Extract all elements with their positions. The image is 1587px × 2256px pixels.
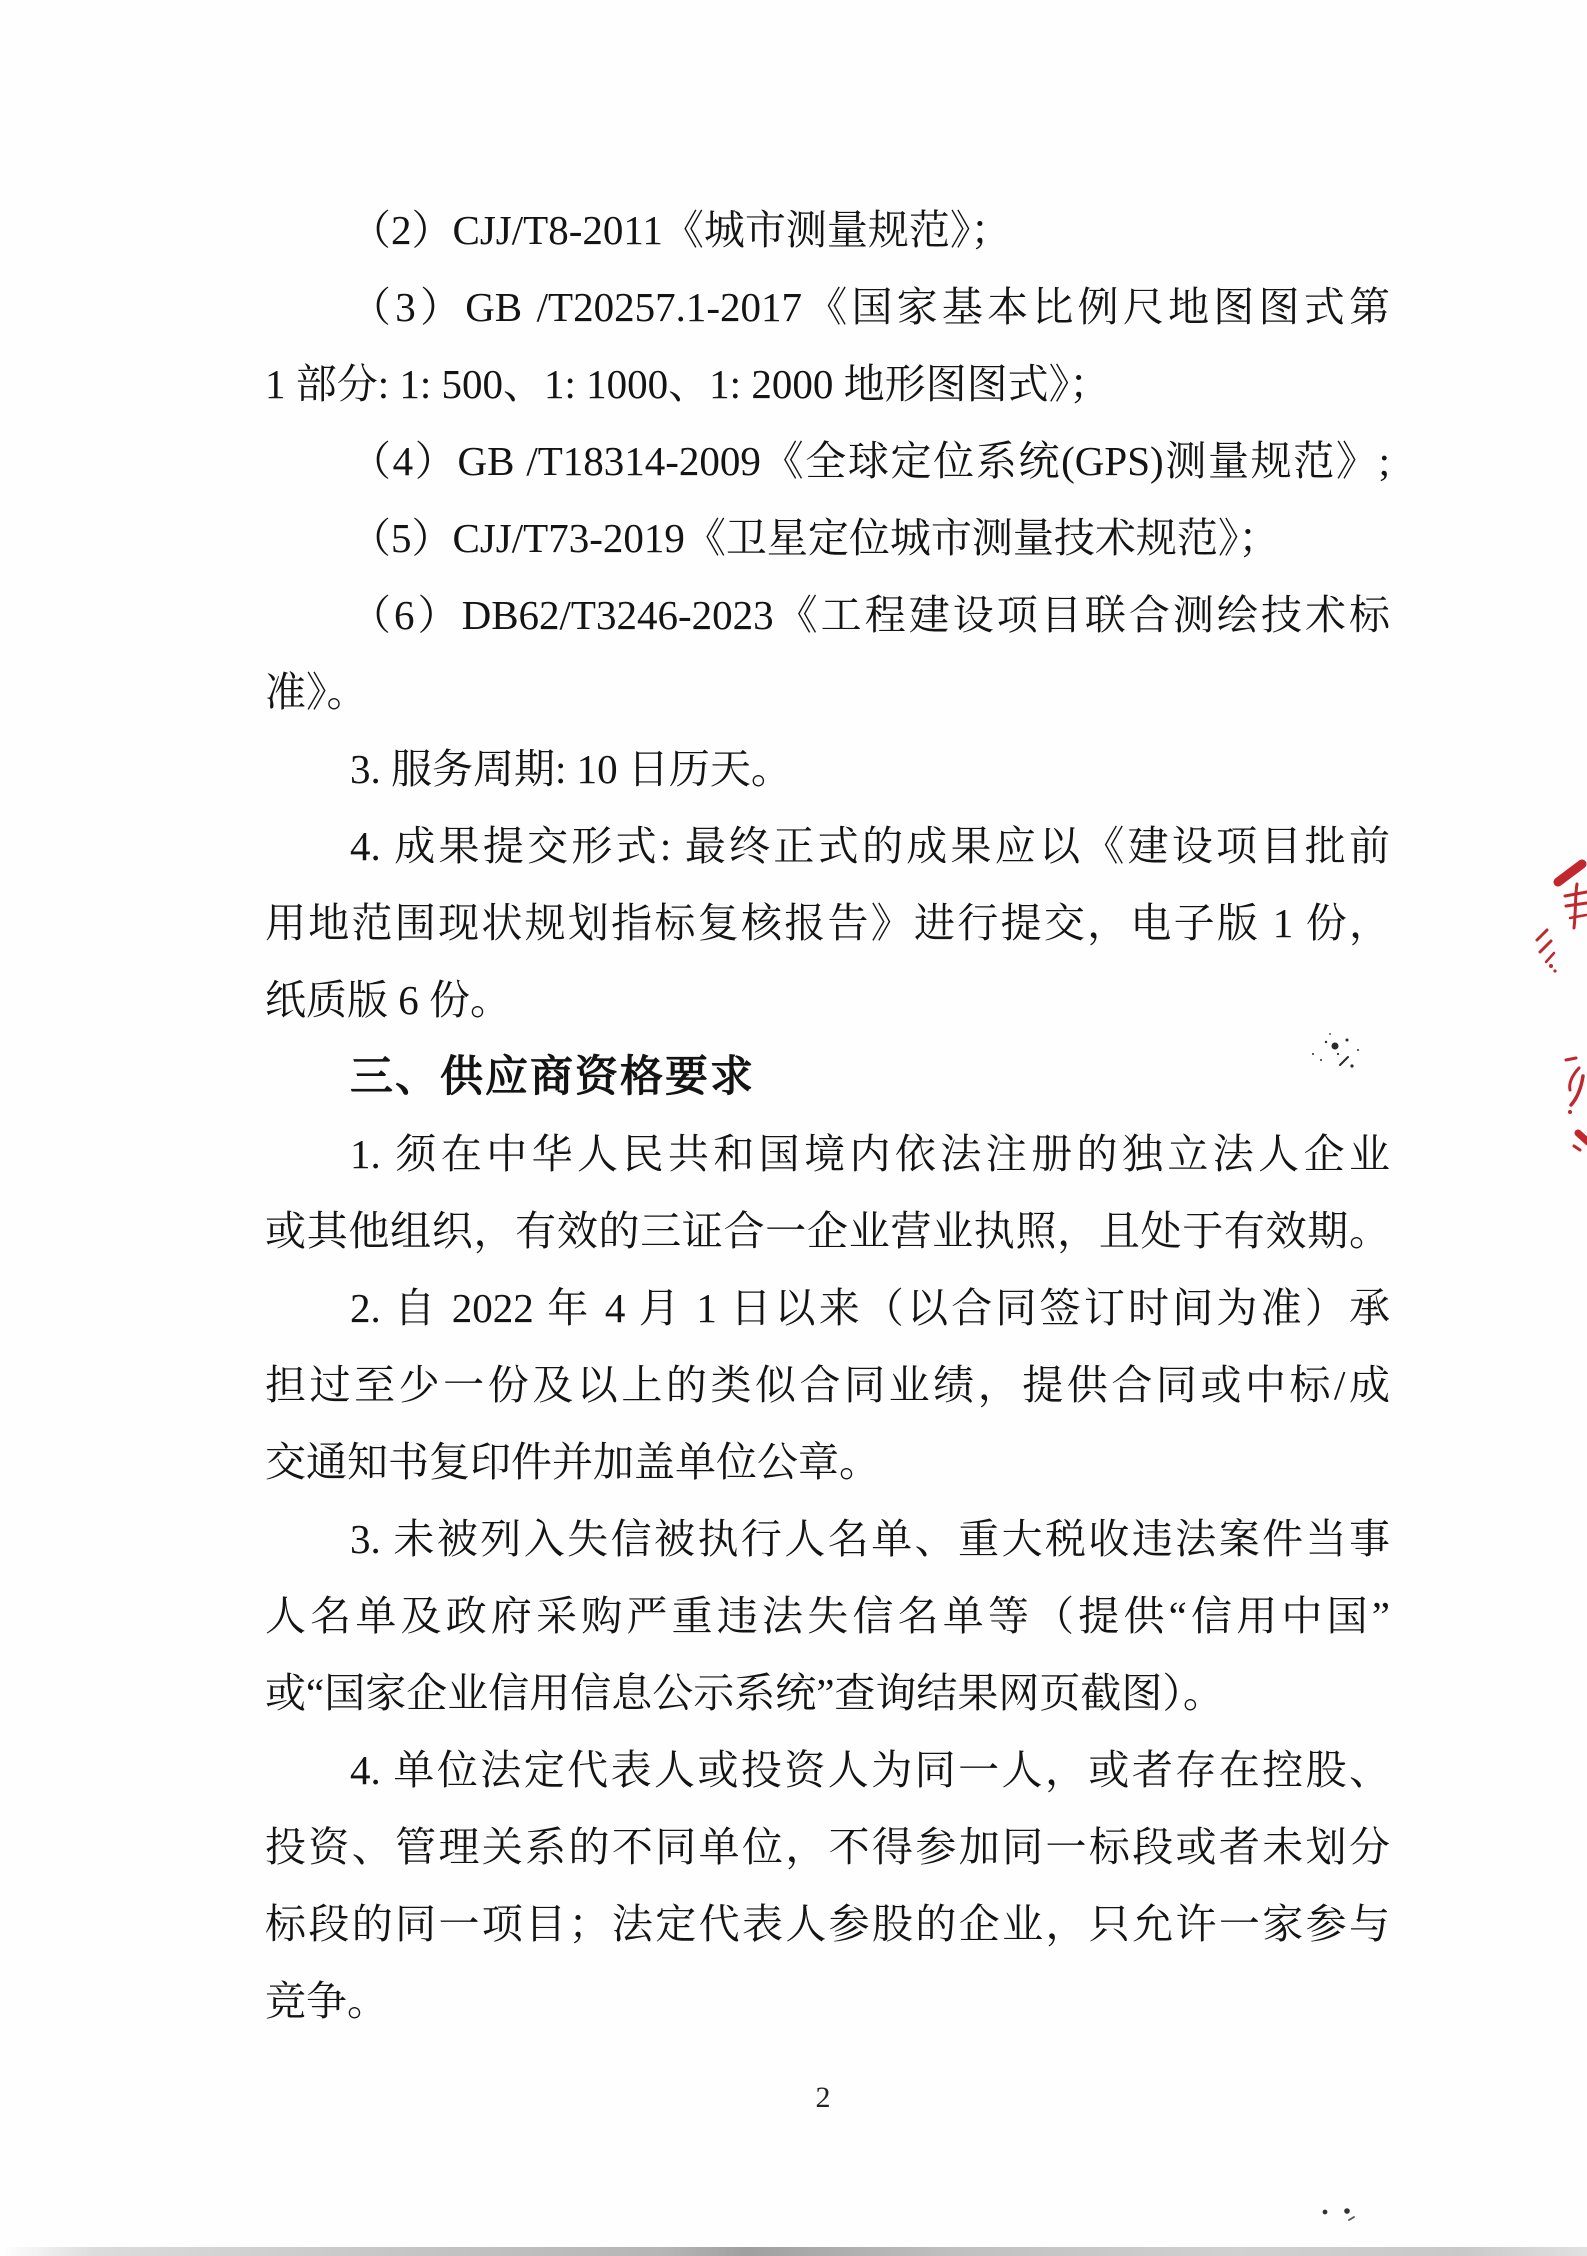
red-ink-dots-top [1549, 964, 1557, 973]
doc-line: 用地范围现状规划指标复核报告》进行提交，电子版 1 份， [265, 900, 1390, 946]
doc-line: 4. 成果提交形式: 最终正式的成果应以《建设项目批前 [350, 823, 1390, 869]
doc-line: 竞争。 [265, 1978, 388, 2024]
red-ink-annotation [1520, 850, 1587, 1170]
doc-line: 人名单及政府采购严重违法失信名单等（提供“信用中国” [265, 1593, 1390, 1639]
doc-line: 或“国家企业信用信息公示系统”查询结果网页截图）。 [265, 1670, 1224, 1716]
red-ink-dots-bottom [1568, 1110, 1572, 1114]
doc-line: （6）DB62/T3246-2023《工程建设项目联合测绘技术标 [350, 592, 1390, 638]
doc-line: 标段的同一项目；法定代表人参股的企业，只允许一家参与 [265, 1901, 1390, 1947]
doc-line: （4）GB /T18314-2009《全球定位系统(GPS)测量规范》; [350, 438, 1390, 484]
doc-line: （5）CJJ/T73-2019《卫星定位城市测量技术规范》； [350, 515, 1280, 561]
doc-line: （3）GB /T20257.1-2017《国家基本比例尺地图图式第 [350, 284, 1390, 330]
doc-line: 1. 须在中华人民共和国境内依法注册的独立法人企业 [350, 1131, 1390, 1177]
page-number: 2 [815, 2081, 831, 2114]
doc-line: 3. 未被列入失信被执行人名单、重大税收违法案件当事 [350, 1516, 1390, 1562]
scan-edge-artifact [0, 2247, 1587, 2256]
doc-line: 准》。 [265, 669, 368, 715]
doc-line: 3. 服务周期: 10 日历天。 [350, 746, 792, 792]
doc-line: 4. 单位法定代表人或投资人为同一人，或者存在控股、 [350, 1747, 1390, 1793]
red-ink-annotation-top [1537, 864, 1587, 962]
doc-line: 投资、管理关系的不同单位，不得参加同一标段或者未划分 [265, 1824, 1390, 1870]
doc-line: 或其他组织，有效的三证合一企业营业执照，且处于有效期。 [265, 1208, 1390, 1254]
doc-line: 1 部分: 1: 500、1: 1000、1: 2000 地形图图式》； [265, 361, 1111, 407]
doc-line: 2. 自 2022 年 4 月 1 日以来（以合同签订时间为准）承 [350, 1285, 1390, 1331]
document-body [265, 192, 1390, 2040]
doc-line: 担过至少一份及以上的类似合同业绩，提供合同或中标/成 [265, 1362, 1390, 1408]
ink-specks [1315, 2200, 1360, 2225]
doc-line: （2）CJJ/T8-2011《城市测量规范》； [350, 207, 1012, 253]
doc-line: 纸质版 6 份。 [265, 977, 511, 1023]
doc-line: 交通知书复印件并加盖单位公章。 [265, 1439, 880, 1485]
ink-smudge [1305, 1028, 1365, 1072]
section-heading: 三、供应商资格要求 [350, 1053, 755, 1101]
red-ink-annotation-bottom [1566, 1058, 1587, 1150]
